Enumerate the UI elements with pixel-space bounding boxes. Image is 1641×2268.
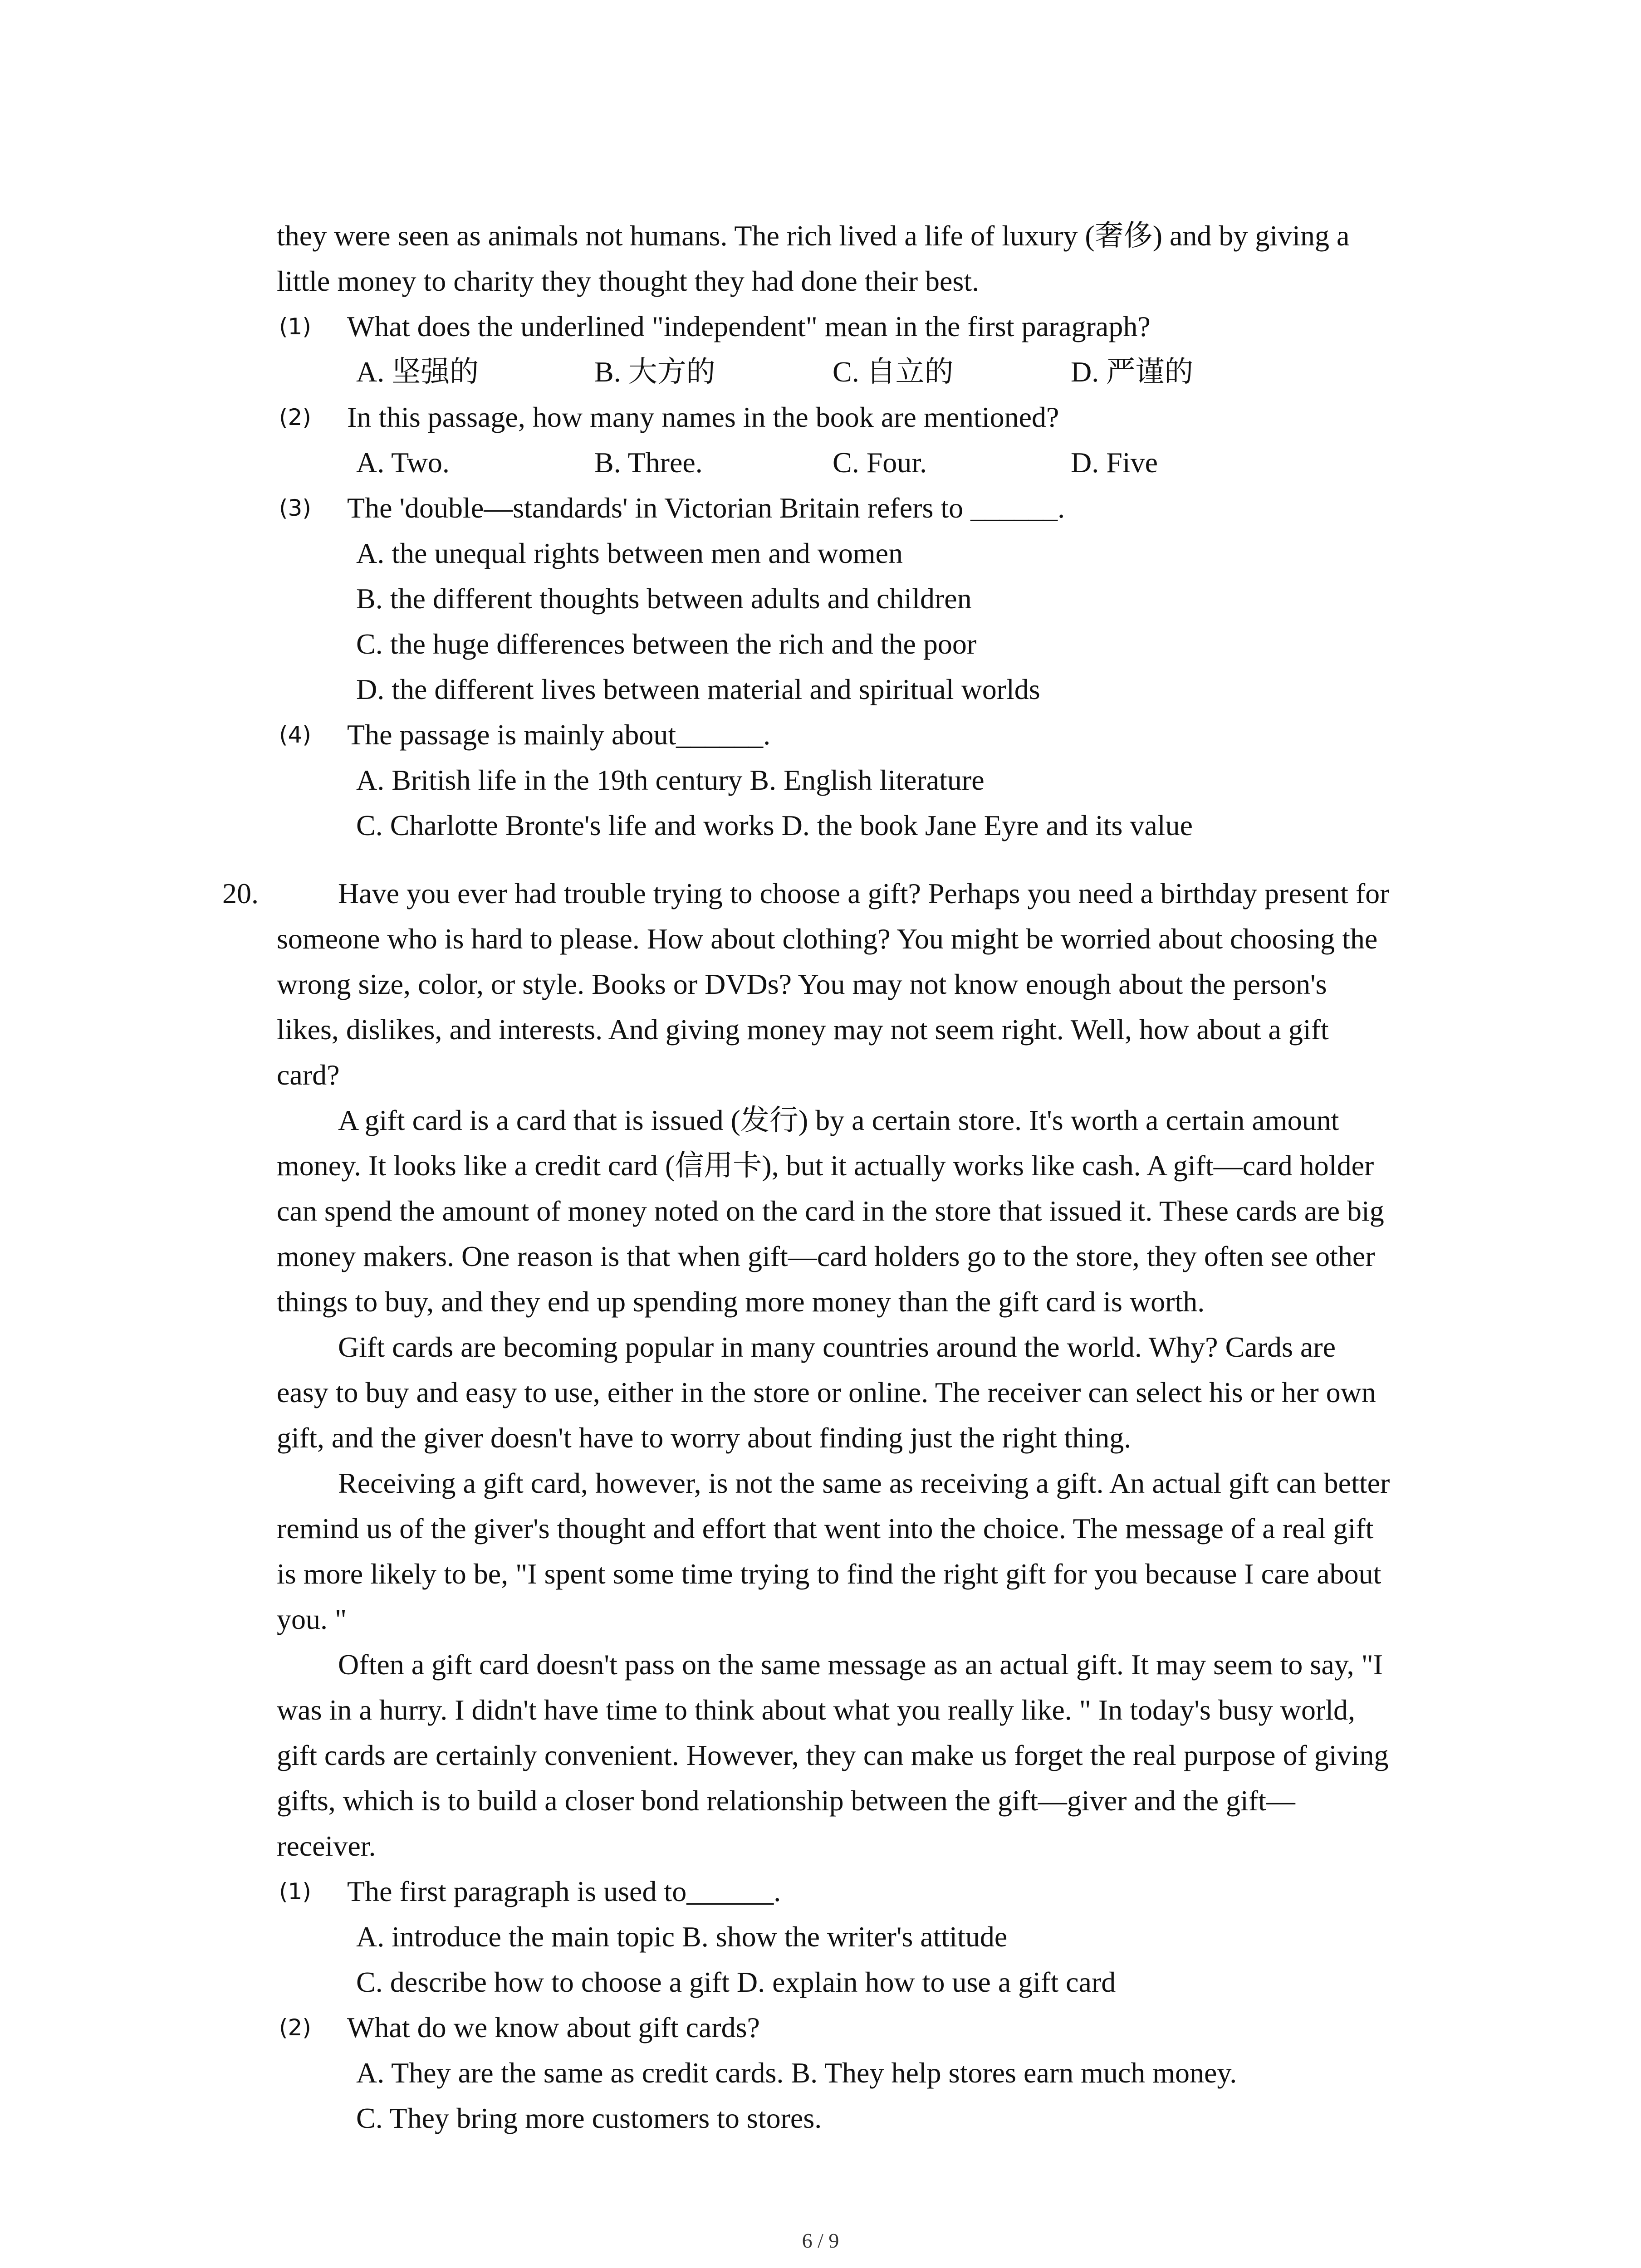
passage-line: can spend the amount of money noted on the card in the store that issued it. These cards are big [277,1195,1384,1227]
passage-line: they were seen as animals not humans. The rich lived a life of luxury (奢侈) and by giving a [277,220,1350,252]
passage-line: remind us of the giver's thought and effort that went into the choice. The message of a real gift [277,1512,1374,1545]
option-b: B. the different thoughts between adults and children [356,582,972,615]
option-c: C. 自立的 [833,356,954,388]
passage-line: money. It looks like a credit card (信用卡), but it actually works like cash. A gift—card holder [277,1149,1374,1182]
passage-line: Receiving a gift card, however, is not the same as receiving a gift. An actual gift can better [338,1467,1390,1499]
passage-line: likes, dislikes, and interests. And giving money may not seem right. Well, how about a gift [277,1013,1329,1046]
passage-line: gift, and the giver doesn't have to worry about finding just the right thing. [277,1422,1132,1454]
option-d: D. 严谨的 [1071,356,1194,388]
option-line: C. Charlotte Bronte's life and works D. the book Jane Eyre and its value [356,809,1193,841]
option-line: C. describe how to choose a gift D. explain how to use a gift card [356,1966,1116,1998]
option-a: A. the unequal rights between men and women [356,537,903,569]
question-stem: The 'double—standards' in Victorian Britain refers to ______. [347,492,1065,524]
option-b: B. 大方的 [594,356,715,388]
question-stem: The passage is mainly about______. [347,719,771,751]
passage-line: someone who is hard to please. How about clothing? You might be worried about choosing the [277,923,1378,955]
question-number: (2) [279,404,311,430]
passage-line: Gift cards are becoming popular in many countries around the world. Why? Cards are [338,1331,1336,1363]
option-line: A. They are the same as credit cards. B. They help stores earn much money. [356,2057,1237,2089]
passage-line: easy to buy and easy to use, either in the store or online. The receiver can select his or her own [277,1376,1376,1408]
passage-line: things to buy, and they end up spending more money than the gift card is worth. [277,1286,1205,1318]
option-d: D. Five [1071,446,1158,479]
passage-line: was in a hurry. I didn't have time to think about what you really like. " In today's busy world, [277,1694,1356,1726]
passage-line: is more likely to be, "I spent some time trying to find the right gift for you because I care about [277,1558,1381,1590]
question-number: (3) [279,495,311,521]
passage-line: gifts, which is to build a closer bond relationship between the gift—giver and the gift— [277,1784,1295,1817]
option-b: B. Three. [594,446,703,479]
passage-line: gift cards are certainly convenient. However, they can make us forget the real purpose of giving [277,1739,1389,1771]
question-number: (2) [279,2014,311,2041]
passage-line: receiver. [277,1830,376,1862]
question-number: (1) [279,313,311,340]
question-stem: The first paragraph is used to______. [347,1875,781,1907]
option-line: C. They bring more customers to stores. [356,2102,822,2134]
question-number: (1) [279,1878,311,1905]
option-line: A. introduce the main topic B. show the writer's attitude [356,1921,1008,1953]
passage-line: money makers. One reason is that when gift—card holders go to the store, they often see other [277,1240,1375,1272]
passage-line: wrong size, color, or style. Books or DVDs? You may not know enough about the person's [277,968,1327,1000]
question-stem: In this passage, how many names in the book are mentioned? [347,401,1059,433]
passage-line: A gift card is a card that is issued (发行) by a certain store. It's worth a certain amount [338,1104,1339,1136]
option-a: A. Two. [356,446,450,479]
option-line: A. British life in the 19th century B. English literature [356,764,985,796]
option-a: A. 坚强的 [356,356,479,388]
passage-line: Have you ever had trouble trying to choose a gift? Perhaps you need a birthday present for [338,877,1390,909]
option-c: C. Four. [833,446,927,479]
page-number: 6 / 9 [802,2229,839,2252]
passage-line: card? [277,1059,340,1091]
question-number: (4) [279,722,311,748]
passage-line: you. " [277,1603,347,1635]
question-stem: What does the underlined "independent" mean in the first paragraph? [347,310,1151,342]
passage-line: little money to charity they thought they had done their best. [277,265,980,297]
passage-line: Often a gift card doesn't pass on the same message as an actual gift. It may seem to say, "I [338,1648,1383,1681]
option-d: D. the different lives between material and spiritual worlds [356,673,1040,705]
option-c: C. the huge differences between the rich and the poor [356,628,977,660]
question-stem: What do we know about gift cards? [347,2011,760,2043]
question-number: 20. [222,877,259,909]
